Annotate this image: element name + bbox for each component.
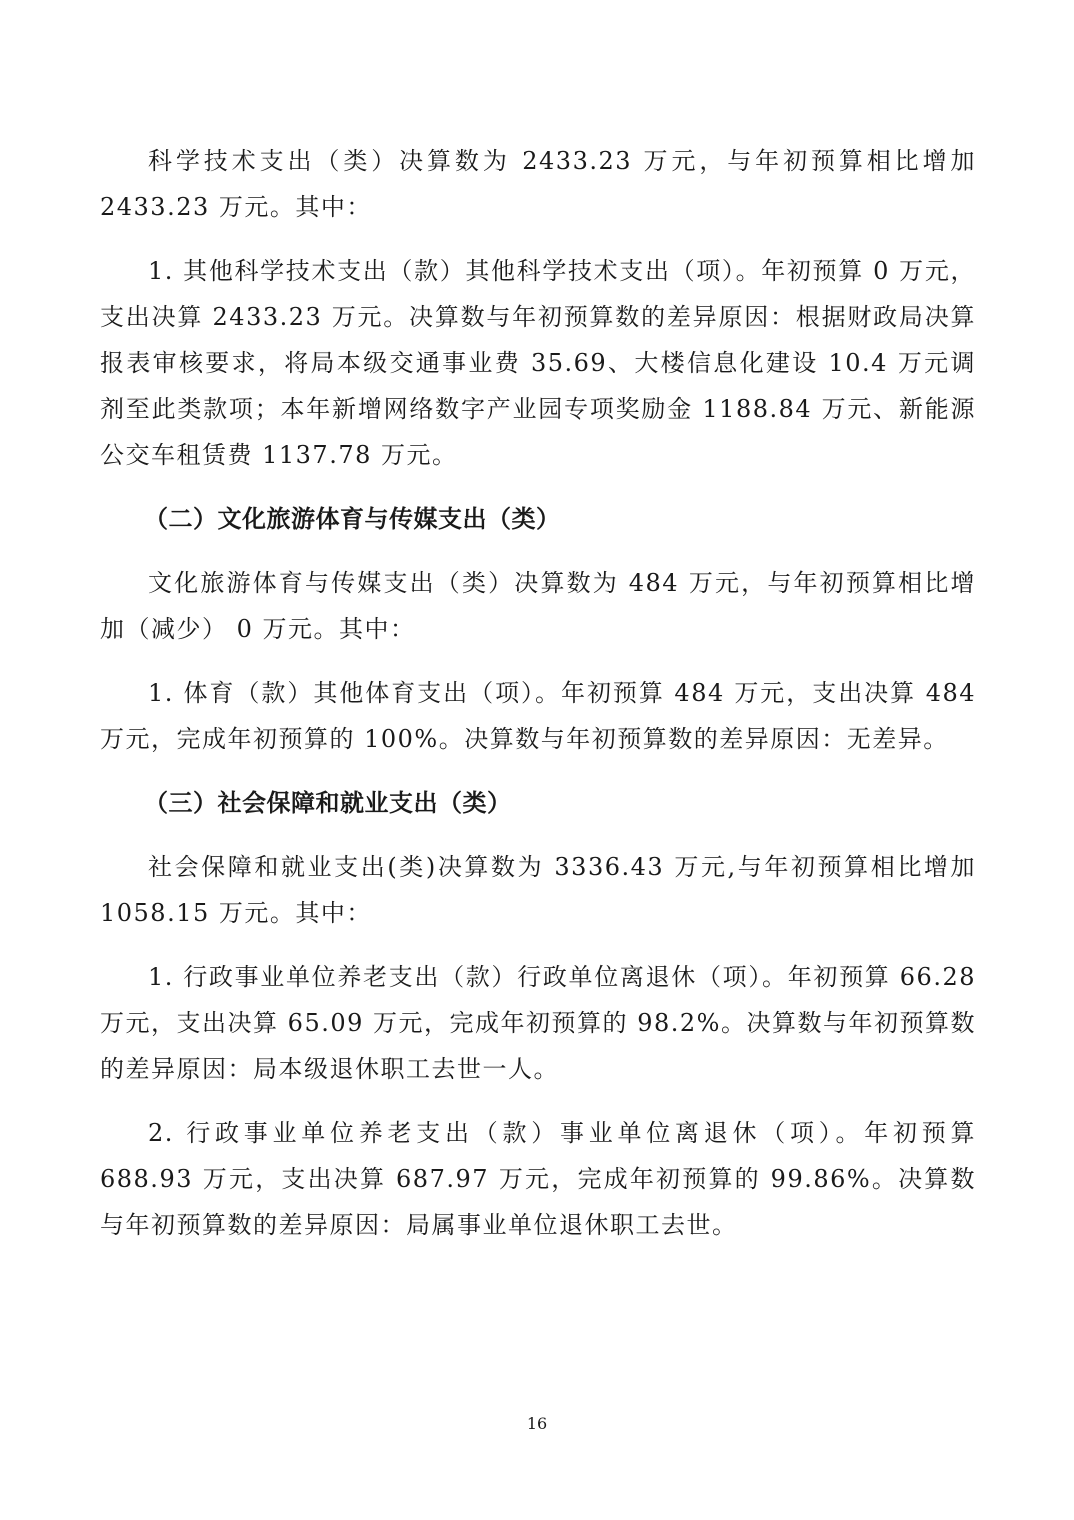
paragraph-social-security-summary: 社会保障和就业支出(类)决算数为 3336.43 万元,与年初预算相比增加 1058.15 万元。其中：: [100, 853, 976, 927]
paragraph-science-item-1: 1. 其他科学技术支出（款）其他科学技术支出（项）。年初预算 0 万元，支出决算 2433.23 万元。决算数与年初预算数的差异原因：根据财政局决算报表审核要求，将局本级交通事业费 35.69、大楼信息化建设 10.4 万元调剂至此类款项；本年新增网络数字产业园专项奖励金 1188.84 万元、新能源公交车租赁费 1137.78 万元。: [100, 257, 976, 469]
page-number: 16: [526, 1414, 548, 1433]
section-heading-social-security: （三）社会保障和就业支出（类）: [144, 789, 512, 817]
document-body: [100, 138, 976, 1248]
paragraph-social-security-item-1: 1. 行政事业单位养老支出（款）行政单位离退休（项）。年初预算 66.28 万元，支出决算 65.09 万元，完成年初预算的 98.2%。决算数与年初预算数的差异原因：局本级退休职工去世一人。: [100, 963, 976, 1083]
paragraph-social-security-item-2: 2. 行政事业单位养老支出（款）事业单位离退休（项）。年初预算 688.93 万元，支出决算 687.97 万元，完成年初预算的 99.86%。决算数与年初预算数的差异原因：局属事业单位退休职工去世。: [100, 1119, 976, 1239]
paragraph-science-summary: 科学技术支出（类）决算数为 2433.23 万元，与年初预算相比增加 2433.23 万元。其中：: [100, 147, 976, 221]
paragraph-culture-summary: 文化旅游体育与传媒支出（类）决算数为 484 万元，与年初预算相比增加（减少） 0 万元。其中：: [100, 569, 976, 643]
section-heading-culture: （二）文化旅游体育与传媒支出（类）: [144, 505, 561, 533]
paragraph-culture-item-1: 1. 体育（款）其他体育支出（项）。年初预算 484 万元，支出决算 484 万元，完成年初预算的 100%。决算数与年初预算数的差异原因：无差异。: [100, 679, 976, 753]
